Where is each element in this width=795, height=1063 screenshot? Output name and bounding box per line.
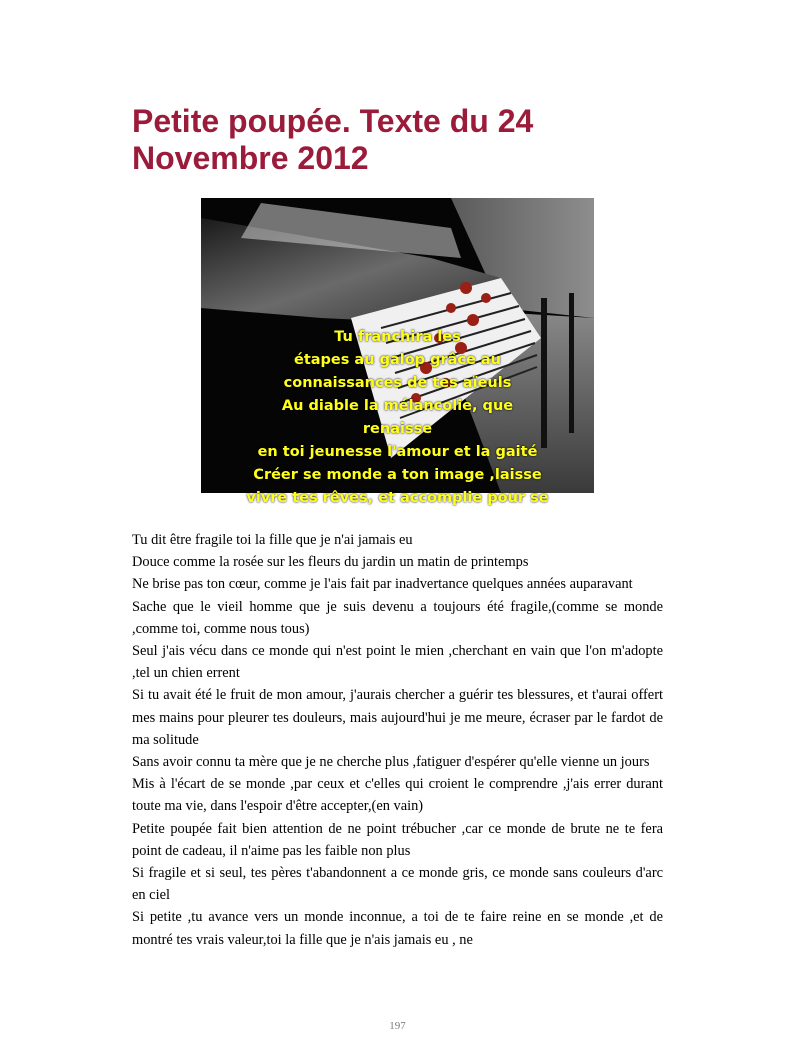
- poem-paragraph: Sans avoir connu ta mère que je ne cherche plus ,fatiguer d'espérer qu'elle vienne un jours: [132, 754, 650, 771]
- piano-poem-image: [201, 198, 594, 506]
- poem-paragraph: Ne brise pas ton cœur, comme je l'ais fait par inadvertance quelques années auparavant: [132, 576, 633, 593]
- caption-line: en toi jeunesse l'amour et la gaité: [257, 444, 538, 460]
- caption-line: Au diable la mélancolie, que: [281, 398, 514, 414]
- poem-paragraph: Si petite ,tu avance vers un monde inconnue, a toi de te faire reine en se monde ,et de montré tes vrais valeur,toi la fille que je n'ais jamais eu , ne: [132, 909, 663, 948]
- poem-paragraph: Tu dit être fragile toi la fille que je n'ai jamais eu: [132, 532, 413, 548]
- caption-line: étapes au galop grâce au: [293, 352, 502, 368]
- poem-paragraph: Si tu avait été le fruit de mon amour, j'aurais chercher a guérir tes blessures, et t'aurai offert mes mains pour pleurer tes douleurs, mais aujourd'hui je me meure, écraser par le fardot de ma solitude: [132, 687, 663, 748]
- caption-line: renaisse: [362, 421, 433, 437]
- poem-paragraph: Seul j'ais vécu dans ce monde qui n'est point le mien ,cherchant en vain que l'on m'adopte ,tel un chien errent: [132, 643, 663, 682]
- caption-line: connaissances de tes aïeuls: [283, 375, 512, 391]
- title-line-2: Novembre 2012: [132, 140, 369, 176]
- caption-line: vivre tes rêves, et accomplie pour se: [246, 490, 549, 506]
- image-caption: [201, 326, 594, 510]
- poem-paragraph: Si fragile et si seul, tes pères t'abandonnent a ce monde gris, ce monde sans couleurs d'arc en ciel: [132, 865, 663, 904]
- title-line-1: Petite poupée. Texte du 24: [132, 103, 534, 139]
- page-number: 197: [389, 1020, 406, 1032]
- page-title: [132, 103, 692, 177]
- poem-paragraph: Petite poupée fait bien attention de ne point trébucher ,car ce monde de brute ne te fera point de cadeau, il n'aime pas les faible non plus: [132, 820, 663, 859]
- caption-line: Créer se monde a ton image ,laisse: [253, 467, 542, 483]
- poem-body: [132, 529, 663, 951]
- poem-paragraph: Douce comme la rosée sur les fleurs du jardin un matin de printemps: [132, 554, 529, 571]
- poem-paragraph: Mis à l'écart de se monde ,par ceux et c'elles qui croient le comprendre ,j'ais errer durant toute ma vie, dans l'espoir d'être accepter,(en vain): [132, 776, 663, 815]
- caption-line: Tu franchira les: [334, 329, 461, 345]
- poem-paragraph: Sache que le vieil homme que je suis devenu a toujours été fragile,(comme se monde ,comme toi, comme nous tous): [132, 598, 663, 637]
